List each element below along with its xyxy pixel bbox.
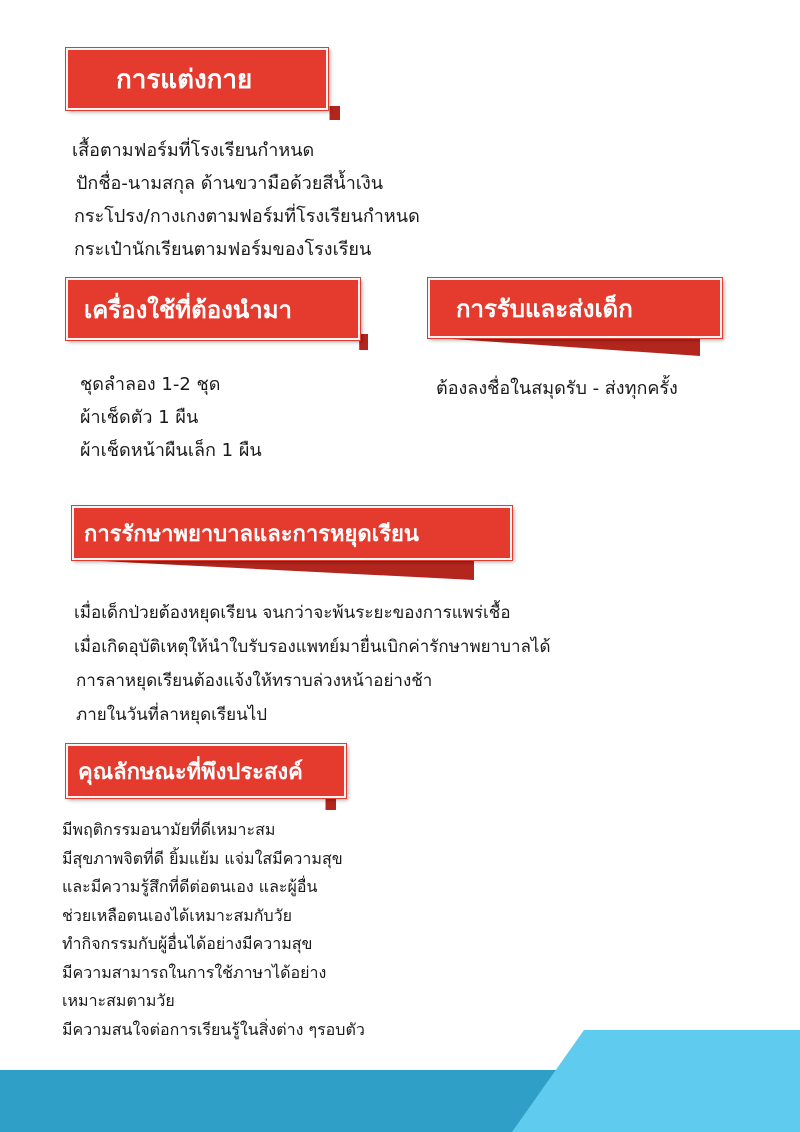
list-item: ช่วยเหลือตนเองได้เหมาะสมกับวัย xyxy=(62,905,292,925)
pickup-list xyxy=(436,372,678,405)
list-item: ต้องลงชื่อในสมุดรับ - ส่งทุกครั้ง xyxy=(436,378,678,399)
banner-traits-title: คุณลักษณะที่พึงประสงค์ xyxy=(66,744,346,798)
banner-care-shadow xyxy=(80,560,474,580)
footer-accent xyxy=(512,1030,800,1132)
traits-list xyxy=(62,816,365,1044)
banner-pickup-title: การรับและส่งเด็ก xyxy=(428,278,722,338)
supplies-list xyxy=(80,368,262,467)
banner-supplies-title: เครื่องใช้ที่ต้องนำมา xyxy=(66,278,360,340)
list-item: ปักชื่อ-นามสกุล ด้านขวามือด้วยสีน้ำเงิน xyxy=(76,173,384,194)
list-item: และมีความรู้สึกที่ดีต่อตนเอง และผู้อื่น xyxy=(62,877,318,896)
banner-pickup-shadow xyxy=(438,338,700,356)
list-item: เสื้อตามฟอร์มที่โรงเรียนกำหนด xyxy=(72,140,315,161)
list-item: กระโปรง/กางเกงตามฟอร์มที่โรงเรียนกำหนด xyxy=(74,206,420,227)
list-item: กระเป๋านักเรียนตามฟอร์มของโรงเรียน xyxy=(74,239,372,260)
list-item: ภายในวันที่ลาหยุดเรียนไป xyxy=(76,705,268,725)
banner-pickup xyxy=(428,278,722,338)
list-item: มีพฤติกรรมอนามัยที่ดีเหมาะสม xyxy=(62,820,276,839)
banner-traits xyxy=(66,744,346,798)
list-item: มีความสามารถในการใช้ภาษาได้อย่าง xyxy=(62,962,327,982)
list-item: เมื่อเกิดอุบัติเหตุให้นำใบรับรองแพทย์มายื่นเบิกค่ารักษาพยาบาลได้ xyxy=(74,637,551,657)
banner-dress-title: การแต่งกาย xyxy=(66,48,328,110)
banner-care xyxy=(72,506,512,560)
banner-traits-shadow xyxy=(74,798,336,810)
list-item: เหมาะสมตามวัย xyxy=(62,991,175,1010)
list-item: การลาหยุดเรียนต้องแจ้งให้ทราบล่วงหน้าอย่างช้า xyxy=(76,671,433,691)
list-item: ผ้าเช็ดตัว 1 ผืน xyxy=(80,407,199,428)
list-item: มีสุขภาพจิตที่ดี ยิ้มแย้ม แจ่มใสมีความสุข xyxy=(62,848,343,868)
list-item: เมื่อเด็กป่วยต้องหยุดเรียน จนกว่าจะพ้นระยะของการแพร่เชื้อ xyxy=(74,603,511,623)
list-item: ผ้าเช็ดหน้าผืนเล็ก 1 ผืน xyxy=(80,440,262,461)
banner-care-title: การรักษาพยาบาลและการหยุดเรียน xyxy=(72,506,512,560)
list-item: ทำกิจกรรมกับผู้อื่นได้อย่างมีความสุข xyxy=(62,934,313,953)
banner-dress xyxy=(66,48,328,110)
banner-supplies xyxy=(66,278,360,340)
list-item: มีความสนใจต่อการเรียนรู้ในสิ่งต่าง ๆรอบตัว xyxy=(62,1019,365,1039)
dress-list xyxy=(72,134,420,266)
care-list xyxy=(74,596,551,732)
list-item: ชุดลำลอง 1-2 ชุด xyxy=(80,374,221,395)
